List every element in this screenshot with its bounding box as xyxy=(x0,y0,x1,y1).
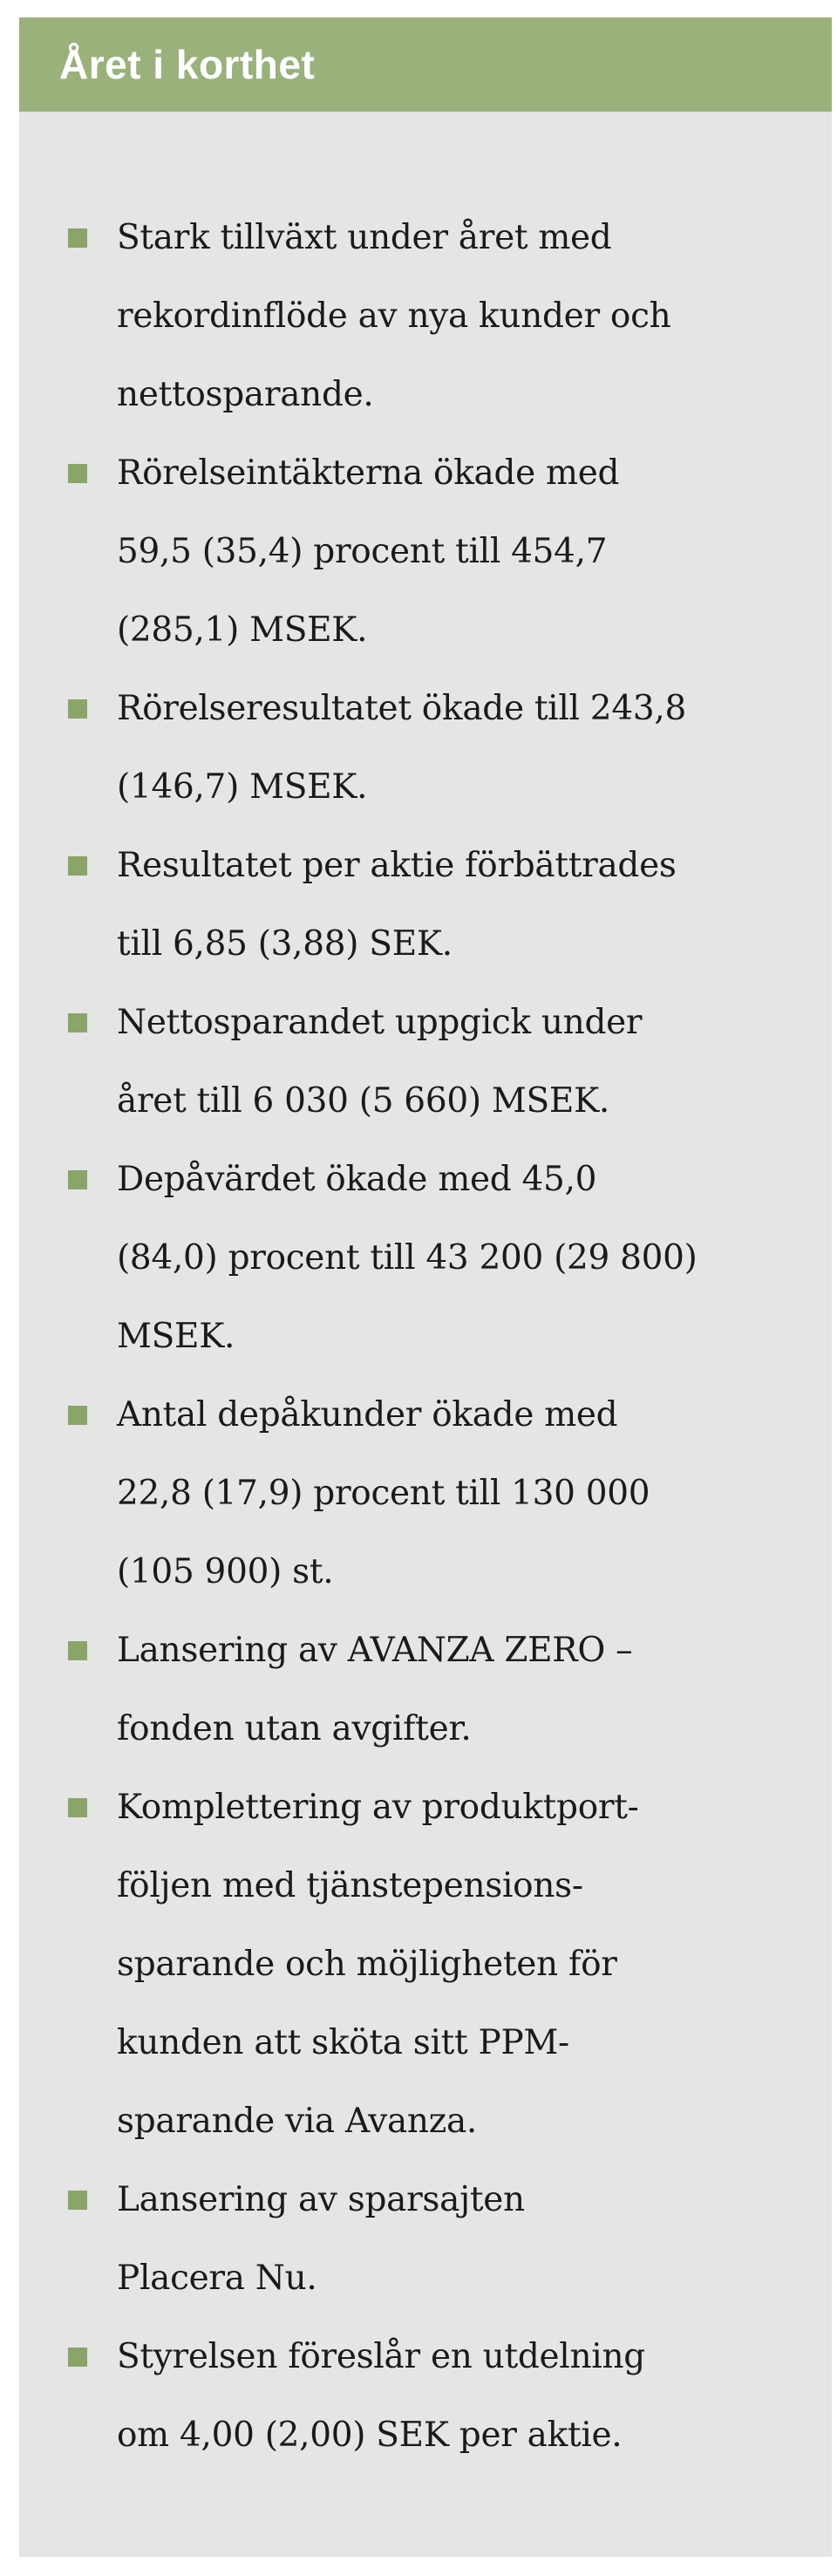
list-item-text: Depåvärdet ökade med 45,0 (84,0) procent till 43 200 (29 800) MSEK. xyxy=(117,1160,698,1356)
list-item xyxy=(68,827,797,984)
list-item-text: Rörelseresultatet ökade till 243,8 (146,7) MSEK. xyxy=(117,689,686,807)
list-item-text: Lansering av AVANZA ZERO – fonden utan avgifter. xyxy=(117,1631,633,1748)
list-item xyxy=(68,199,797,434)
list-item-text: Rörelseintäkterna ökade med 59,5 (35,4) procent till 454,7 (285,1) MSEK. xyxy=(117,453,620,650)
list-item xyxy=(68,2318,797,2475)
list-item-text: Resultatet per aktie förbättrades till 6,85 (3,88) SEK. xyxy=(117,846,677,964)
square-bullet-icon xyxy=(68,2191,87,2210)
panel-title: Året i korthet xyxy=(59,42,316,87)
square-bullet-icon xyxy=(68,699,87,719)
square-bullet-icon xyxy=(68,228,87,248)
square-bullet-icon xyxy=(68,1013,87,1032)
list-item-text: Lansering av sparsajten Placera Nu. xyxy=(117,2180,525,2298)
square-bullet-icon xyxy=(68,1406,87,1425)
square-bullet-icon xyxy=(68,464,87,483)
list-item-text: Stark tillväxt under året med rekordinflöde av nya kunder och nettosparande. xyxy=(117,218,671,414)
list-item-text: Nettosparandet uppgick under året till 6 030 (5 660) MSEK. xyxy=(117,1003,643,1121)
list-item xyxy=(68,984,797,1141)
list-item xyxy=(68,670,797,827)
list-item-text: Antal depåkunder ökade med 22,8 (17,9) procent till 130 000 (105 900) st. xyxy=(117,1395,650,1591)
highlights-list xyxy=(19,138,832,2475)
square-bullet-icon xyxy=(68,856,87,876)
square-bullet-icon xyxy=(68,2348,87,2367)
list-item xyxy=(68,1768,797,2161)
list-item xyxy=(68,1141,797,1376)
square-bullet-icon xyxy=(68,1641,87,1660)
list-item-text: Komplettering av produktport- följen med tjänstepensions- sparande och möjligheten för kunden att sköta sitt PPM- sparande via Avanza. xyxy=(117,1788,639,2141)
list-item-text: Styrelsen föreslår en utdelning om 4,00 (2,00) SEK per aktie. xyxy=(117,2337,645,2455)
list-item xyxy=(68,2161,797,2318)
square-bullet-icon xyxy=(68,1170,87,1189)
list-item xyxy=(68,1612,797,1768)
panel-header xyxy=(19,17,832,138)
square-bullet-icon xyxy=(68,1798,87,1817)
summary-panel xyxy=(19,17,832,2557)
list-item xyxy=(68,434,797,670)
list-item xyxy=(68,1376,797,1612)
